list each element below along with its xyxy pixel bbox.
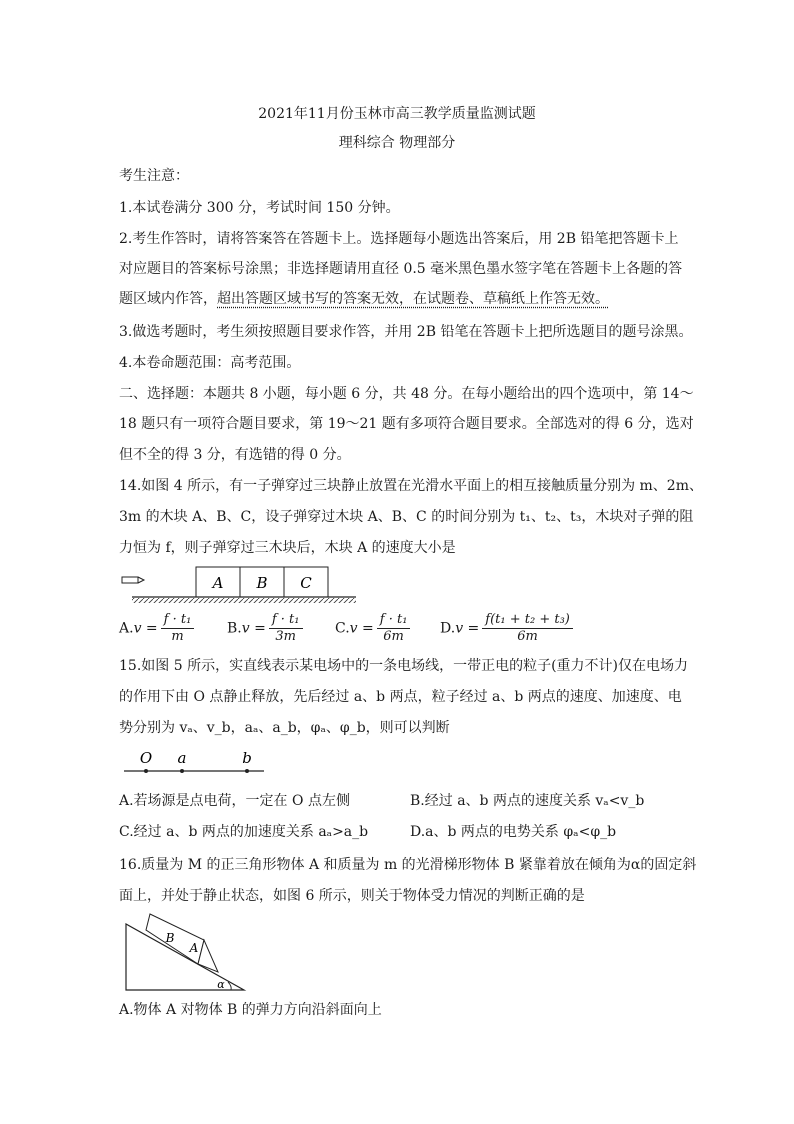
point-O [144, 769, 148, 773]
page-title: 2021年11月份玉林市高三教学质量监测试题 [258, 106, 536, 122]
q14-option-d-denominator: 6m [517, 629, 538, 644]
q15-line-2: 的作用下由 O 点静止释放，先后经过 a、b 两点，粒子经过 a、b 两点的速度、加速度、电 [119, 689, 682, 705]
bullet-body [122, 577, 138, 583]
notice-item-1: 1.本试卷满分 300 分，考试时间 150 分钟。 [119, 200, 400, 216]
point-a [180, 769, 184, 773]
q15-option-a[interactable]: A.若场源是点电荷，一定在 O 点左侧 [119, 793, 350, 809]
q16-option-a[interactable]: A.物体 A 对物体 B 的弹力方向沿斜面向上 [119, 1002, 382, 1018]
q14-option-a-denominator: m [171, 629, 184, 644]
q15-line-1: 15.如图 5 所示，实直线表示某电场中的一条电场线，一带正电的粒子(重力不计)仅在电场力 [119, 658, 688, 674]
point-b-label: b [242, 749, 252, 767]
q16-figure [120, 910, 250, 994]
q14-option-d-lhs: v = [455, 620, 480, 637]
q14-option-a-fraction [161, 612, 195, 645]
triangle-A-label: A [189, 941, 199, 955]
q15-line-3: 势分别为 vₐ、v_b，aₐ、a_b，φₐ、φ_b，则可以判断 [119, 720, 450, 736]
q14-option-c-label: C. [335, 620, 350, 637]
notice-item-2-emphasis: 超出答题区域书写的答案无效，在试题卷、草稿纸上作答无效。 [217, 291, 609, 307]
block-C-label: C [300, 574, 312, 592]
notice-item-2-line-3 [119, 289, 609, 309]
point-a-label: a [177, 749, 187, 767]
section2-line-2: 18 题只有一项符合题目要求，第 19～21 题有多项符合题目要求。全部选对的得 6 分，选对 [119, 416, 694, 432]
q15-figure [118, 747, 268, 779]
q14-option-b-fraction [269, 612, 303, 645]
q14-option-b-label: B. [227, 620, 242, 637]
q14-option-d-numerator: f(t₁ + t₂ + t₃) [482, 612, 573, 629]
notice-item-4: 4.本卷命题范围：高考范围。 [119, 355, 301, 371]
notice-heading: 考生注意： [119, 168, 189, 184]
q14-option-b[interactable] [227, 612, 303, 645]
section2-line-3: 但不全的得 3 分，有选错的得 0 分。 [119, 447, 351, 463]
q15-option-b[interactable]: B.经过 a、b 两点的速度关系 vₐ<v_b [410, 793, 645, 809]
q14-option-a-lhs: v = [133, 620, 158, 637]
section2-line-1: 二、选择题：本题共 8 小题，每小题 6 分，共 48 分。在每小题给出的四个选项中，第 14～ [119, 386, 694, 402]
block-B-label: B [256, 574, 268, 592]
page-subtitle: 理科综合 物理部分 [338, 135, 456, 151]
q14-option-a-numerator: f · t₁ [161, 612, 195, 629]
q16-line-2: 面上，并处于静止状态，如图 6 所示，则关于物体受力情况的判断正确的是 [119, 888, 585, 904]
q14-option-d-fraction [482, 612, 573, 645]
q14-option-c[interactable] [335, 612, 410, 645]
q14-option-b-numerator: f · t₁ [269, 612, 303, 629]
notice-item-2-line-2: 对应题目的答案标号涂黑；非选择题请用直径 0.5 毫米黑色墨水签字笔在答题卡上各题的答 [119, 261, 683, 277]
q14-option-d-label: D. [440, 620, 456, 637]
block-A-label: A [212, 574, 224, 592]
bullet-tip [138, 577, 144, 583]
q14-option-c-denominator: 6m [383, 629, 404, 644]
q14-line-3: 力恒为 f，则子弹穿过三木块后，木块 A 的速度大小是 [119, 540, 456, 556]
trapezoid-B [146, 914, 204, 964]
q14-figure [118, 564, 358, 606]
q14-option-d[interactable] [440, 612, 573, 645]
q14-option-b-denominator: 3m [275, 629, 296, 644]
q14-option-c-lhs: v = [349, 620, 374, 637]
q14-option-a-label: A. [119, 620, 134, 637]
notice-item-2-line-1: 2.考生作答时，请将答案答在答题卡上。选择题每小题选出答案后，用 2B 铅笔把答题卡上 [119, 231, 679, 247]
q16-line-1: 16.质量为 M 的正三角形物体 A 和质量为 m 的光滑梯形物体 B 紧靠着放在倾角为α的固定斜 [119, 857, 697, 873]
q14-line-2: 3m 的木块 A、B、C，设子弹穿过木块 A、B、C 的时间分别为 t₁、t₂、t₃，木块对子弹的阻 [119, 509, 694, 525]
q14-option-a[interactable] [119, 612, 194, 645]
q14-line-1: 14.如图 4 所示，有一子弹穿过三块静止放置在光滑水平面上的相互接触质量分别为 m、2m、 [119, 478, 703, 494]
point-O-label: O [139, 749, 153, 767]
q14-option-b-lhs: v = [241, 620, 266, 637]
point-b [245, 769, 249, 773]
notice-item-3: 3.做选考题时，考生须按照题目要求作答，并用 2B 铅笔在答题卡上把所选题目的题号涂黑。 [119, 324, 693, 340]
q14-option-c-fraction [377, 612, 411, 645]
ground-hatch [132, 598, 356, 603]
trapezoid-B-label: B [165, 931, 175, 945]
angle-alpha-label: α [217, 978, 225, 991]
q15-option-d[interactable]: D.a、b 两点的电势关系 φₐ<φ_b [410, 824, 617, 840]
q14-option-c-numerator: f · t₁ [377, 612, 411, 629]
notice-item-2-line-3-plain: 题区域内作答， [119, 291, 217, 307]
q15-option-c[interactable]: C.经过 a、b 两点的加速度关系 aₐ>a_b [119, 824, 369, 840]
